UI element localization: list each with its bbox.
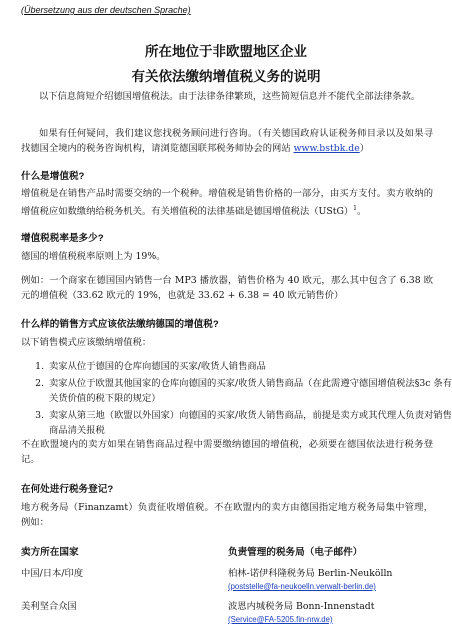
intro-paragraph-2-text: 如果有任何疑问，我们建议您找税务顾问进行咨询。（有关德国政府认证税务师目录以及如果寻找德国全境内的税务咨询机构，请浏览德国联邦税务师协会的网站: [21, 128, 433, 154]
table-row-1-country: 中国/日本/印度: [21, 568, 84, 579]
which-sales-intro: 以下销售模式应该缴纳增值税：: [21, 337, 152, 348]
heading-vat-rate: 增值税税率是多少?: [21, 233, 104, 244]
heading-what-is-vat: 什么是增值税?: [21, 171, 85, 182]
sales-mode-list: [21, 359, 452, 440]
table-header-office: 负责管理的税务局（电子邮件）: [228, 547, 363, 558]
what-is-vat-end: 。: [357, 206, 367, 218]
vat-rate-example: 例如：一个商家在德国国内销售一台 MP3 播放器，销售价格为 40 欧元，那么其中包含了 6.38 欧元的增值税（33.62 欧元的 19%，也就是 33.62 + 6.38 = 40 欧元销售价）: [21, 275, 433, 301]
intro-paragraph-2: [21, 126, 433, 156]
office-name: 柏林-诺伊科隆税务局 Berlin-Neukölln: [228, 568, 393, 579]
heading-which-sales: 什么样的销售方式应该依法缴纳德国的增值税?: [21, 319, 219, 330]
table-header-country: 卖方所在国家: [21, 547, 79, 558]
list-item: 1. 卖家从位于德国的仓库向德国的买家/收货人销售商品: [47, 359, 452, 374]
heading-where-register: 在何处进行税务登记?: [21, 484, 114, 495]
which-sales-outro: 不在欧盟境内的卖方如果在销售商品过程中需要缴纳德国的增值税，必须要在德国依法进行税务登记。: [21, 439, 433, 465]
table-row-2-country: 美利坚合众国: [21, 601, 77, 612]
bstbk-link[interactable]: www.bstbk.de: [293, 143, 360, 154]
document-title-line1: 所在地位于非欧盟地区企业: [145, 44, 307, 60]
vat-rate-body: 德国的增值税税率原则上为 19%。: [21, 251, 166, 262]
what-is-vat-text: 增值税是在销售产品时需要交纳的一个税种。增值税是销售价格的一部分，由买方支付。卖方收纳的增值税应如数缴纳给税务机关。有关增值税的法律基础是德国增值税法（UStG）: [21, 188, 433, 218]
translation-note: (Übersetzung aus der deutschen Sprache): [21, 5, 191, 15]
office-email-link[interactable]: (poststelle@fa-neukoelln.verwalt-berlin.de): [228, 582, 376, 591]
table-row-2-office: [228, 600, 374, 626]
what-is-vat-body: [21, 186, 433, 219]
list-item: 2. 卖家从位于欧盟其他国家的仓库向德国的买家/收货人销售商品（在此需遵守德国增值税法§3c 条有关货价值的税下限的规定）: [47, 376, 452, 406]
office-email-link[interactable]: (Service@FA-5205.fin-nrw.de): [228, 615, 333, 624]
office-name: 波恩内城税务局 Bonn-Innenstadt: [228, 601, 375, 612]
where-register-body: 地方税务局（Finanzamt）负责征收增值税。不在欧盟内的卖方由德国指定地方税务局集中管理，例如：: [21, 502, 433, 528]
document-title-line2: 有关依法缴纳增值税义务的说明: [131, 69, 321, 85]
intro-paragraph-1: 以下信息简短介绍德国增值税法。由于法律条律繁琐，这些简短信息并不能代全部法律条款。: [39, 91, 421, 102]
list-item: 3. 卖家从第三地（欧盟以外国家）向德国的买家/收货人销售商品，前提是卖方或其代理人负责对销售商品清关报税: [47, 408, 452, 438]
footnote-marker: 1: [353, 205, 357, 212]
intro-paragraph-2-end: ）: [359, 143, 370, 154]
table-row-1-office: [228, 567, 392, 593]
